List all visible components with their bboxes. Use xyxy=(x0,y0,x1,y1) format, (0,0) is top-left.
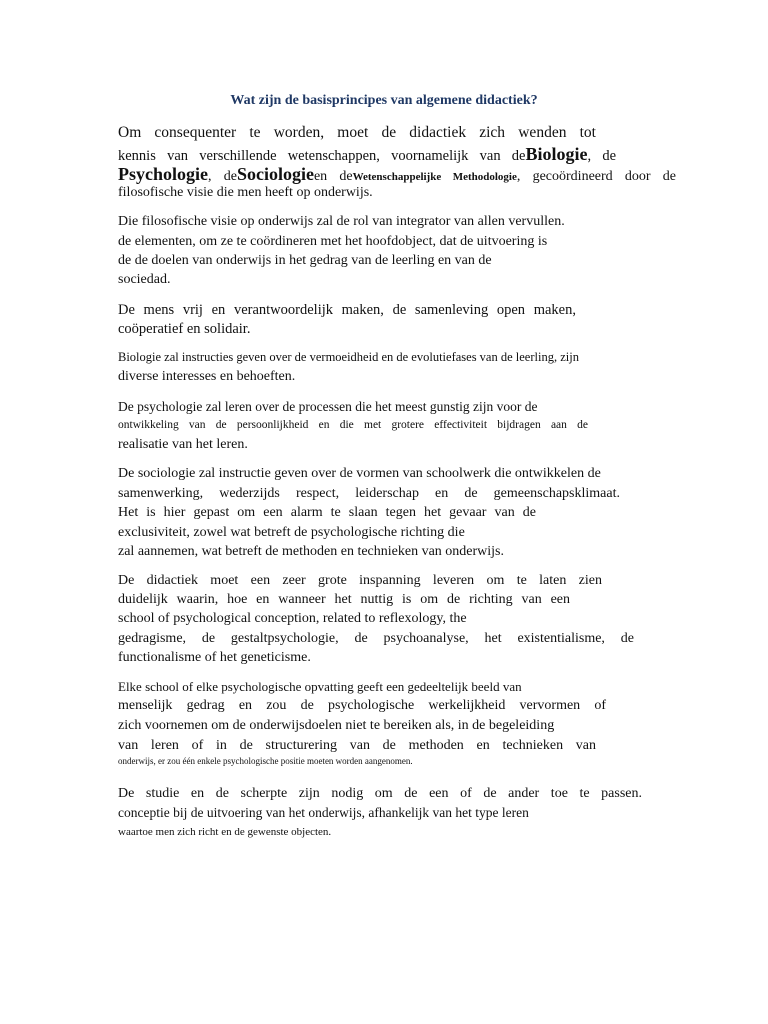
paragraph-1-line-4: filosofische visie die men heeft op onderwijs. xyxy=(118,185,373,200)
term-wetenschappelijke-methodologie: Wetenschappelijke Methodologie xyxy=(352,171,517,183)
paragraph-3-line-2: coöperatief en solidair. xyxy=(118,321,251,337)
term-psychologie: Psychologie xyxy=(118,164,208,184)
separator-en-de: en de xyxy=(313,169,353,184)
paragraph-4-line-2: diverse interesses en behoeften. xyxy=(118,369,296,384)
paragraph-6-line-4: exclusiviteit, zowel wat betreft de psychologische richting die xyxy=(118,525,465,540)
paragraph-4-line-1: Biologie zal instructies geven over de vermoeidheid en de evolutiefases van de leerling, zijn xyxy=(118,350,579,364)
paragraph-9-line-2: conceptie bij de uitvoering van het onderwijs, afhankelijk van het type leren xyxy=(118,805,529,820)
paragraph-6-line-3: Het is hier gepast om een alarm te slaan tegen het gevaar van de xyxy=(118,505,536,520)
paragraph-9-line-3: waartoe men zich richt en de gewenste objecten. xyxy=(118,826,332,838)
paragraph-8-line-4: van leren of in de structurering van de methoden en technieken van xyxy=(118,738,596,753)
separator-de-1: , de xyxy=(208,169,237,184)
paragraph-1-line-2-text: kennis van verschillende wetenschappen, voornamelijk van de xyxy=(118,148,526,164)
paragraph-8-line-3: zich voornemen om de onderwijsdoelen niet te bereiken als, in de begeleiding xyxy=(118,718,555,733)
document-title: Wat zijn de basisprincipes van algemene didactiek? xyxy=(230,93,538,108)
paragraph-6-line-5: zal aannemen, wat betreft de methoden en technieken van onderwijs. xyxy=(118,544,505,559)
term-biologie: Biologie xyxy=(525,144,588,164)
paragraph-1-line-2-tail: , de xyxy=(587,148,617,164)
term-sociologie: Sociologie xyxy=(236,164,314,184)
paragraph-7-line-1: De didactiek moet een zeer grote inspanning leveren om te laten zien xyxy=(118,573,602,588)
paragraph-7-line-4: gedragisme, de gestaltpsychologie, de psychoanalyse, het existentialisme, de xyxy=(118,631,634,646)
paragraph-6-line-2: samenwerking, wederzijds respect, leiderschap en de gemeenschapsklimaat. xyxy=(118,486,620,501)
paragraph-2-line-4: sociedad. xyxy=(118,272,171,287)
paragraph-8-line-2: menselijk gedrag en zou de psychologische werkelijkheid vervormen of xyxy=(118,698,606,713)
paragraph-5-line-3: realisatie van het leren. xyxy=(118,437,248,452)
paragraph-5-line-1: De psychologie zal leren over de processen die het meest gunstig zijn voor de xyxy=(118,399,538,414)
paragraph-2-line-3: de de doelen van onderwijs in het gedrag van de leerling en van de xyxy=(118,253,492,268)
paragraph-7-line-3: school of psychological conception, related to reflexology, the xyxy=(118,611,467,626)
paragraph-7-line-2: duidelijk waarin, hoe en wanneer het nuttig is om de richting van een xyxy=(118,592,570,607)
paragraph-5-line-2: ontwikkeling van de persoonlijkheid en die met grotere effectiviteit bijdragen aan de xyxy=(118,419,588,431)
paragraph-8-line-1: Elke school of elke psychologische opvatting geeft een gedeeltelijk beeld van xyxy=(118,679,522,694)
paragraph-9-line-1: De studie en de scherpte zijn nodig om de een of de ander toe te passen. xyxy=(118,786,642,801)
paragraph-2-line-1: Die filosofische visie op onderwijs zal de rol van integrator van allen vervullen. xyxy=(118,214,565,229)
paragraph-7-line-5: functionalisme of het geneticisme. xyxy=(118,650,311,665)
paragraph-1-line-1: Om consequenter te worden, moet de didactiek zich wenden tot xyxy=(118,124,596,141)
paragraph-1-line-3 xyxy=(118,164,676,185)
paragraph-3-line-1: De mens vrij en verantwoordelijk maken, de samenleving open maken, xyxy=(118,302,576,318)
paragraph-6-line-1: De sociologie zal instructie geven over de vormen van schoolwerk die ontwikkelen de xyxy=(118,466,601,481)
paragraph-1-line-2 xyxy=(118,144,616,165)
paragraph-1-line-3-tail: , gecoördineerd door de xyxy=(516,169,676,184)
paragraph-2-line-2: de elementen, om ze te coördineren met het hoofdobject, dat de uitvoering is xyxy=(118,234,548,249)
paragraph-8-line-5: onderwijs, er zou één enkele psychologische positie moeten worden aangenomen. xyxy=(118,756,413,766)
